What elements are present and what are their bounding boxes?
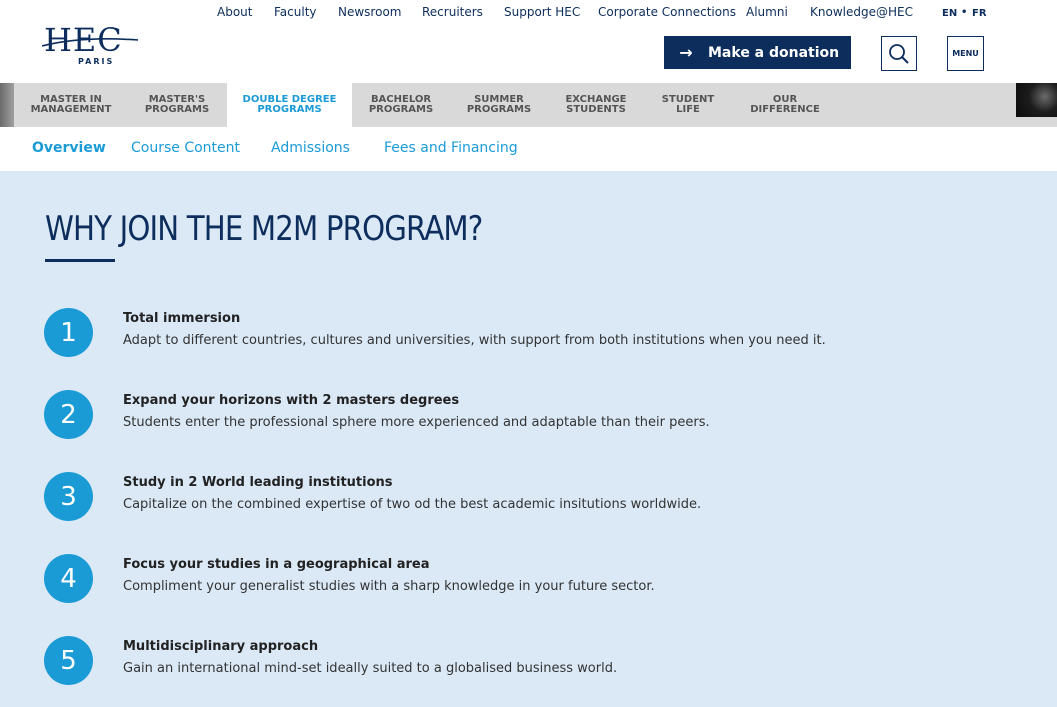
tab-fees-and-financing[interactable]: Fees and Financing: [384, 140, 518, 156]
program-tab-masters-programs[interactable]: [134, 83, 220, 127]
top-link-about[interactable]: About: [217, 5, 253, 19]
language-fr[interactable]: FR: [972, 8, 987, 19]
program-tab-summer-programs[interactable]: [456, 83, 542, 127]
program-tab-double-degree-programs[interactable]: [227, 83, 352, 127]
language-en[interactable]: EN: [942, 8, 958, 19]
arrow-right-icon: →: [679, 43, 693, 62]
logo-subtext: PARIS: [78, 57, 115, 66]
menu-button[interactable]: [947, 36, 984, 71]
tab-overview[interactable]: Overview: [32, 140, 106, 156]
program-tab-line1: STUDENT: [661, 94, 715, 105]
top-link-recruiters[interactable]: Recruiters: [422, 5, 483, 19]
item-description: Gain an international mind-set ideally suited to a globalised business world.: [123, 661, 618, 676]
hec-logo[interactable]: [44, 21, 138, 68]
program-tab-line1: EXCHANGE: [565, 94, 627, 105]
top-link-alumni[interactable]: Alumni: [746, 5, 788, 19]
program-tab-line2: STUDENTS: [566, 104, 626, 115]
donate-label: Make a donation: [708, 44, 840, 61]
program-tab-line2: LIFE: [676, 104, 700, 115]
program-tab-line2: MANAGEMENT: [30, 104, 112, 115]
list-item: [44, 636, 1004, 686]
number-badge: 3: [44, 472, 93, 521]
site-header: [0, 0, 1057, 83]
number-badge: 4: [44, 554, 93, 603]
list-item: [44, 554, 1004, 604]
main-content: [0, 171, 1057, 707]
donate-button[interactable]: [664, 36, 851, 69]
program-navigation: [0, 83, 1057, 127]
list-item: [44, 390, 1004, 440]
program-tab-line1: DOUBLE DEGREE: [242, 94, 337, 105]
list-item: [44, 472, 1004, 522]
search-button[interactable]: [881, 36, 917, 71]
program-tab-bachelor-programs[interactable]: [358, 83, 444, 127]
item-title: Total immersion: [123, 311, 241, 326]
item-description: Adapt to different countries, cultures and universities, with support from both institutions when you need it.: [123, 333, 826, 348]
number-badge: 2: [44, 390, 93, 439]
top-link-corporate-connections[interactable]: Corporate Connections: [598, 5, 736, 19]
menu-label: MENU: [952, 49, 979, 58]
program-tab-line1: OUR: [772, 94, 798, 105]
list-item: [44, 308, 1004, 358]
decorative-image-right: [1016, 83, 1057, 117]
program-tab-line2: DIFFERENCE: [750, 104, 820, 115]
number-badge: 1: [44, 308, 93, 357]
item-description: Capitalize on the combined expertise of two od the best academic insitutions worldwide.: [123, 497, 702, 512]
language-separator: •: [961, 7, 968, 18]
program-tab-line2: PROGRAMS: [144, 104, 210, 115]
program-tab-line1: MASTER IN: [40, 94, 102, 105]
item-description: Students enter the professional sphere more experienced and adaptable than their peers.: [123, 415, 710, 430]
program-tab-line2: PROGRAMS: [466, 104, 532, 115]
page-title: WHY JOIN THE M2M PROGRAM?: [45, 209, 483, 249]
decorative-image-left: [0, 83, 14, 127]
number-badge: 5: [44, 636, 93, 685]
top-link-newsroom[interactable]: Newsroom: [338, 5, 402, 19]
item-title: Study in 2 World leading institutions: [123, 475, 393, 490]
top-link-knowledge-hec[interactable]: Knowledge@HEC: [810, 5, 913, 19]
item-title: Multidisciplinary approach: [123, 639, 319, 654]
item-title: Focus your studies in a geographical area: [123, 557, 430, 572]
program-tab-master-in-management[interactable]: [24, 83, 118, 127]
tab-course-content[interactable]: Course Content: [131, 140, 241, 156]
title-underline: [45, 259, 115, 262]
program-tab-exchange-students[interactable]: [553, 83, 639, 127]
tab-admissions[interactable]: Admissions: [271, 140, 350, 156]
item-title: Expand your horizons with 2 masters degrees: [123, 393, 460, 408]
top-link-support-hec[interactable]: Support HEC: [504, 5, 581, 19]
item-description: Compliment your generalist studies with a sharp knowledge in your future sector.: [123, 579, 655, 594]
program-tab-line2: PROGRAMS: [257, 104, 322, 115]
program-tab-line1: MASTER'S: [148, 94, 206, 105]
program-tab-student-life[interactable]: [652, 83, 724, 127]
logo-text: HEC: [44, 21, 123, 59]
section-tabs: [14, 127, 1016, 171]
search-icon: [888, 43, 910, 65]
top-link-faculty[interactable]: Faculty: [274, 5, 317, 19]
program-tab-our-difference[interactable]: [742, 83, 828, 127]
program-tab-line1: BACHELOR: [370, 94, 432, 105]
program-tab-line2: PROGRAMS: [368, 104, 434, 115]
program-tab-line1: SUMMER: [474, 94, 524, 105]
